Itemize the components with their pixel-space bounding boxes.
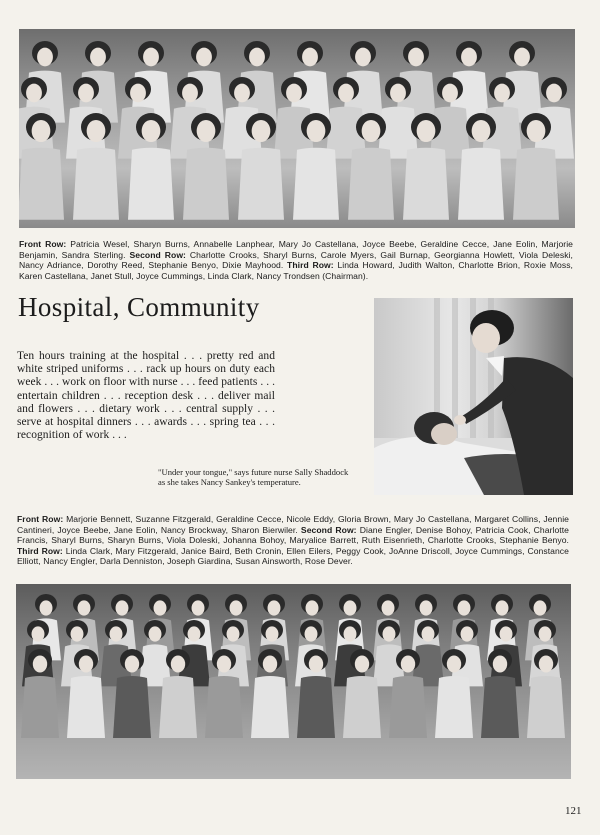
third-row-names: Linda Clark, Mary Fitzgerald, Janice Baird, Beth Cronin, Ellen Eilers, Peggy Cook, JoAnne Driscoll, Joyce Cummings, Constance Elliott, Nancy Engler, Darla Denniston, Joseph Giardina, Susan Ainsworth, Rose Dever. xyxy=(17,545,569,567)
group-photo-bottom xyxy=(16,584,571,779)
nurse-taking-temperature-photo xyxy=(374,298,573,495)
group-photo-top xyxy=(19,29,575,228)
group-photo-top-figures xyxy=(19,29,575,228)
third-row-label: Third Row: xyxy=(287,260,334,271)
page-number: 121 xyxy=(565,805,582,817)
front-row-label: Front Row: xyxy=(17,514,64,524)
third-row-names: Linda Howard, Judith Walton, Charlotte Brion, Roxie Moss, Karen Castellana, Janet Stull, Joyce Cummings, Linda Clark, Nancy Trondsen (Chairman). xyxy=(19,260,573,281)
photo-caption-top xyxy=(19,239,573,281)
photo-caption-bottom xyxy=(17,514,569,567)
front-row-names: Marjorie Bennett, Suzanne Fitzgerald, Geraldine Cecce, Nicole Eddy, Gloria Brown, Mary Jo Castellana, Margaret Collins, Jennie Cantineri, Joyce Beebe, Jane Eolin, Nancy Brockway, Sharon Bierwiler. xyxy=(17,514,569,535)
group-photo-bottom-figures xyxy=(16,584,571,779)
section-title: Hospital, Community xyxy=(18,292,260,322)
photo-quote-caption: "Under your tongue," says future nurse Sally Shaddock as she takes Nancy Sankey's temperature. xyxy=(158,467,349,488)
second-row-names: Charlotte Crooks, Sharyl Burns, Carole Myers, Gail Burnap, Georgianna Howlett, Viola Deleski, Nancy Adriance, Dorothy Reed, Stephanie Benyo, Dixie Mayhood. xyxy=(19,249,573,271)
section-intro-text: Ten hours training at the hospital . . . pretty red and white striped uniforms . . . rack up hours on duty each week . . . work on floor with nurse . . . feed patients . . . entertain children . . . reception desk . . . deliver mail and flowers . . . dietary work . . . central supply . . . serve at hospital dinners . . . awards . . . spring tea . . . recognition of work . . . xyxy=(17,350,275,442)
second-row-label: Second Row: xyxy=(129,249,186,260)
front-row-label: Front Row: xyxy=(19,239,67,249)
third-row-label: Third Row: xyxy=(17,545,63,556)
nurse-photo-illustration xyxy=(374,298,573,495)
front-row-names: Patricia Wesel, Sharyn Burns, Annabelle Lanphear, Mary Jo Castellana, Joyce Beebe, Geraldine Cecce, Jane Eolin, Marjorie Benjamin, Sandra Sterling. xyxy=(19,239,573,260)
second-row-label: Second Row: xyxy=(300,524,357,535)
second-row-names: Diane Engler, Denise Bohoy, Patricia Cook, Charlotte Francis, Sharyl Burns, Sharyn Burns, Viola Doleski, Johanna Bohoy, Maryalice Barrett, Ruth Eisenrieth, Charlotte Crooks, Stephanie Benyo. xyxy=(17,524,569,546)
